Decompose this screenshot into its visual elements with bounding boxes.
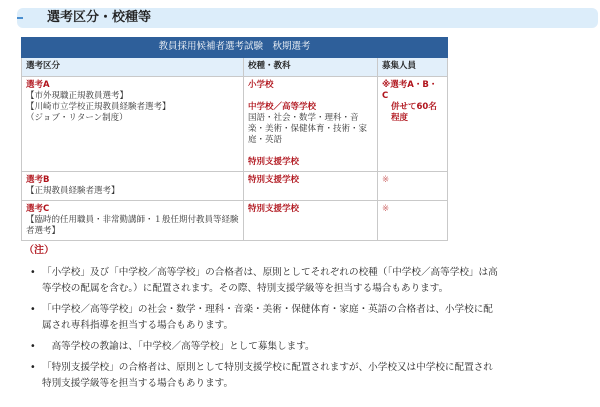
school-cell — [244, 77, 378, 172]
recruitment-cell — [378, 77, 448, 172]
category-cell — [22, 172, 244, 201]
selection-table — [21, 37, 448, 241]
section-title: 選考区分・校種等 — [47, 10, 152, 25]
content — [21, 37, 581, 397]
header-school-subject: 校種・教科 — [244, 58, 378, 77]
recruitment-text: 併せて60名程度 — [391, 102, 437, 123]
category-detail: 【川崎市立学校正規教員経験者選考】 — [26, 102, 171, 112]
recruitment-text: ※ — [382, 204, 390, 214]
school-name: 中学校／高等学校 — [248, 102, 317, 112]
category-detail: 【市外現職正規教員選考】 — [26, 91, 129, 101]
category-name: 選考A — [26, 80, 50, 90]
note-label: （注） — [24, 245, 54, 256]
note-item: • 「特別支援学校」の合格者は、原則として特別支援学校に配置されますが、小学校又は中学校に配置され特別支援学級等を担当する場合もあります。 — [30, 360, 500, 392]
school-cell — [244, 172, 378, 201]
category-name: 選考C — [26, 204, 50, 214]
recruitment-text: ※ — [382, 175, 390, 185]
notes-list — [30, 265, 500, 392]
table-caption: 教員採用候補者選考試験 秋期選考 — [22, 38, 448, 58]
recruitment-text: ※選考A・B・C — [382, 80, 438, 101]
category-cell — [22, 77, 244, 172]
category-detail: （ジョブ・リターン制度） — [26, 113, 128, 123]
school-name: 特別支援学校 — [248, 204, 300, 214]
header-category: 選考区分 — [22, 58, 244, 77]
table-row — [22, 201, 448, 241]
header-recruitment: 募集人員 — [378, 58, 448, 77]
recruitment-cell — [378, 172, 448, 201]
note-item: • 「中学校／高等学校」の社会・数学・理科・音楽・美術・保健体育・家庭・英語の合格者は、小学校に配属され専科指導を担当する場合もあります。 — [30, 302, 500, 334]
category-cell — [22, 201, 244, 241]
school-name: 特別支援学校 — [248, 175, 300, 185]
note-item: • 高等学校の教諭は、「中学校／高等学校」として募集します。 — [30, 339, 500, 355]
category-detail: 【正規教員経験者選考】 — [26, 186, 120, 196]
dash-icon — [17, 17, 23, 19]
category-name: 選考B — [26, 175, 50, 185]
school-cell — [244, 201, 378, 241]
subjects: 国語・社会・数学・理科・音楽・美術・保健体育・技術・家庭・英語 — [248, 113, 368, 145]
school-name: 特別支援学校 — [248, 157, 300, 167]
table-row — [22, 172, 448, 201]
section-header — [17, 8, 598, 28]
note-item: • 「小学校」及び「中学校／高等学校」の合格者は、原則としてそれぞれの校種（「中学校／高等学校」は高等学校の配属を含む。）に配置されます。その際、特別支援学級等を担当する場合もあります。 — [30, 265, 500, 297]
table-row — [22, 77, 448, 172]
recruitment-cell — [378, 201, 448, 241]
category-detail: 【臨時的任用職員・非常勤講師・１般任期付教員等経験者選考】 — [26, 215, 239, 236]
school-name: 小学校 — [248, 80, 274, 90]
